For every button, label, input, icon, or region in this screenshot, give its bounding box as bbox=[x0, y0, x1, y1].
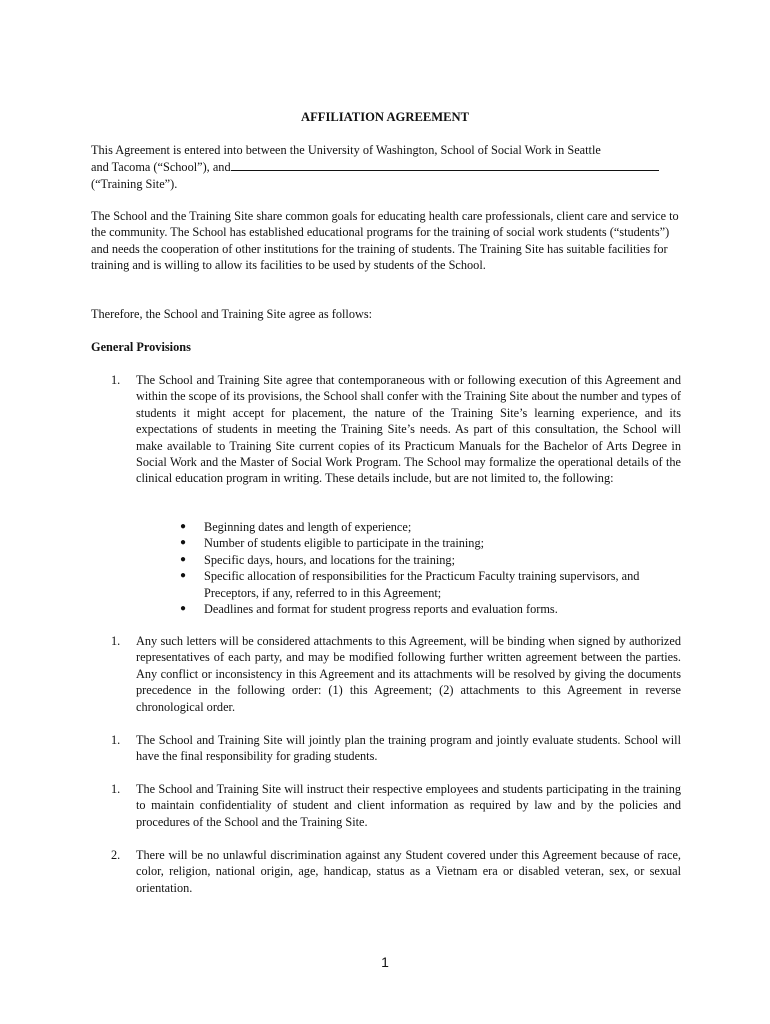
provision-number: 2. bbox=[111, 848, 121, 862]
provision-text: The School and Training Site agree that contemporaneous with or following execution of this Agreement and within the scope of its provisions, the School shall confer with the Training Site about the number and types of students it might accept for placement, the nature of the Training Site’s learning experience, and its expectations of students in meeting the Training Site’s needs. As part of this consultation, the School will make available to Training Site current copies of its Practicum Manuals for the Bachelor of Arts Degree in Social Work and the Master of Social Work Program. The School may formalize the operational details of the clinical education program in writing. These details include, but are not limited to, the following: bbox=[136, 373, 681, 486]
document-title: AFFILIATION AGREEMENT bbox=[300, 110, 470, 124]
details-bullet-list bbox=[178, 519, 683, 617]
page-number: 1 bbox=[381, 954, 389, 970]
section-heading: General Provisions bbox=[91, 340, 191, 354]
provision-number: 1. bbox=[111, 782, 121, 796]
intro-line-2: and Tacoma (“School”), and bbox=[91, 160, 231, 175]
provision-number: 1. bbox=[111, 634, 121, 648]
purpose-paragraph: The School and the Training Site share common goals for educating health care professionals, client care and service to the community. The School has established educational programs for the training of social work students (“students”) and needs the cooperation of other institutions for the training of students. The Training Site has suitable facilities for training and is willing to allow its facilities to be used by students of the School. bbox=[91, 209, 679, 273]
bullet-item: ● Deadlines and format for student progress reports and evaluation forms. bbox=[180, 602, 558, 617]
provision-text: The School and Training Site will jointly plan the training program and jointly evaluate students. School will have the final responsibility for grading students. bbox=[136, 733, 681, 764]
provision-text: The School and Training Site will instruct their respective employees and students participating in the training to maintain confidentiality of student and client information as required by law and by the policies and procedures of the School and the Training Site. bbox=[136, 782, 681, 829]
bullet-icon: ● bbox=[180, 553, 187, 565]
bullet-icon: ● bbox=[180, 537, 187, 549]
provision-item bbox=[111, 372, 681, 487]
provision-number: 1. bbox=[111, 373, 121, 387]
bullet-item: ● Specific allocation of responsibilities for the Practicum Faculty training supervisors, and Preceptors, if any, referred to in this Agreement; bbox=[180, 569, 640, 600]
bullet-icon: ● bbox=[180, 521, 187, 532]
bullet-icon: ● bbox=[180, 570, 187, 582]
intro-paragraph bbox=[91, 142, 681, 192]
provision-item bbox=[111, 847, 681, 896]
provision-text: There will be no unlawful discrimination against any Student covered under this Agreement because of race, color, religion, national origin, age, handicap, status as a Vietnam era or disabled veteran, sex, or sexual orientation. bbox=[136, 848, 681, 895]
provision-number: 1. bbox=[111, 733, 121, 747]
provision-item bbox=[111, 732, 681, 765]
provision-text: Any such letters will be considered attachments to this Agreement, will be binding when signed by authorized representatives of each party, and may be modified following further written agreement between the parties. Any conflict or inconsistency in this Agreement and its attachments will be resolved by giving the documents precedence in the following order: (1) this Agreement; (2) attachments to this Agreement in reverse chronological order. bbox=[136, 634, 681, 714]
bullet-item: ● Specific days, hours, and locations for the training; bbox=[180, 552, 455, 567]
intro-line-1: This Agreement is entered into between the University of Washington, School of Social Work in Seattle bbox=[91, 143, 601, 157]
provision-item bbox=[111, 781, 681, 830]
therefore-paragraph: Therefore, the School and Training Site agree as follows: bbox=[91, 307, 373, 321]
bullet-icon: ● bbox=[180, 603, 187, 615]
bullet-item: ● Beginning dates and length of experience; bbox=[180, 520, 412, 534]
training-site-name-blank[interactable] bbox=[231, 158, 659, 171]
provision-item bbox=[111, 633, 681, 715]
intro-line-3: (“Training Site”). bbox=[91, 176, 178, 191]
bullet-item: ● Number of students eligible to participate in the training; bbox=[180, 536, 485, 551]
